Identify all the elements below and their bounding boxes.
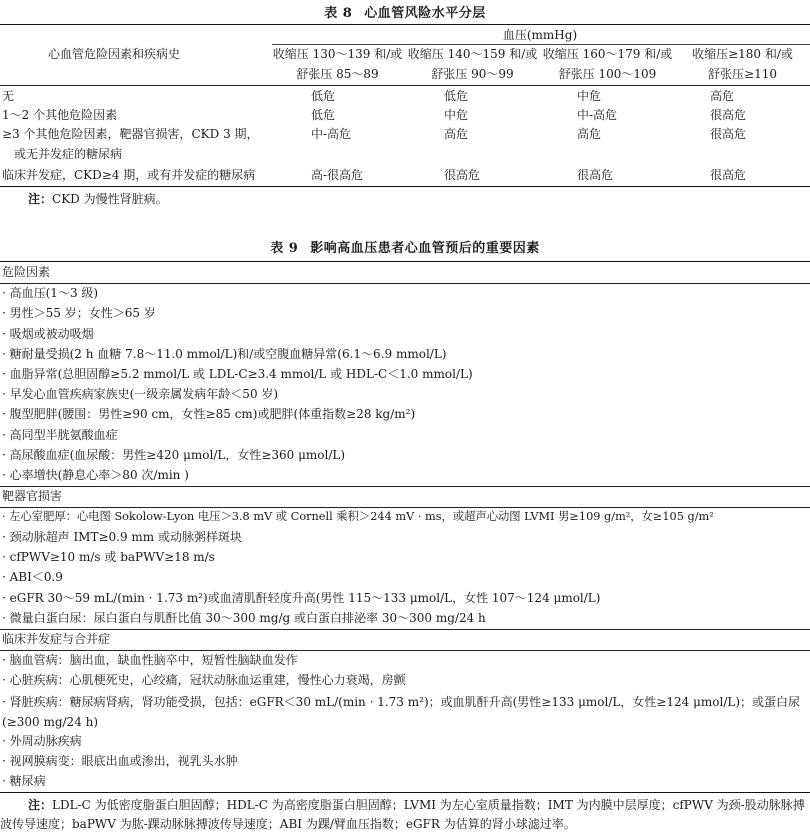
table8-col4-header-line2: 舒张压≥110	[708, 67, 777, 81]
table8-row1-label: 无	[2, 89, 15, 103]
table8-top-rule	[0, 24, 810, 25]
section-clinical-heading: 临床并发症与合并症	[2, 632, 111, 646]
table8-header-rule	[0, 85, 810, 86]
table8-row2-label: 1～2 个其他危险因素	[2, 108, 118, 122]
section-target-organ-rule	[0, 507, 810, 508]
risk-factor-item: · 男性＞55 岁；女性＞65 岁	[2, 306, 156, 320]
table8-title-text: 心血管风险水平分层	[364, 6, 486, 21]
table8-row3-c3: 高危	[577, 127, 602, 141]
table8-title	[0, 2, 810, 21]
section-risk-factors-rule	[0, 283, 810, 284]
clinical-item: · 肾脏疾病：糖尿病肾病，肾功能受损，包括：eGFR＜30 mL/(min · 1.73 m²)；或血肌酐升高(男性≥133 μmol/L，女性≥124 μmol/L)；或蛋白尿(≥300 mg/24 h)	[2, 695, 801, 729]
table8-group-header: 血压(mmHg)	[502, 28, 578, 42]
clinical-item: · 糖尿病	[2, 774, 46, 788]
table8-note-label: 注：	[28, 192, 53, 206]
target-organ-item: · eGFR 30～59 mL/(min · 1.73 m²)或血清肌酐轻度升高(男性 115～133 μmol/L，女性 107～124 μmol/L)	[2, 591, 601, 605]
target-organ-item: · 颈动脉超声 IMT≥0.9 mm 或动脉粥样斑块	[2, 530, 243, 544]
risk-factor-item: · 吸烟或被动吸烟	[2, 327, 94, 341]
table8-row4-c4: 很高危	[710, 168, 747, 182]
table9-note	[0, 796, 806, 834]
table8-col3-header-line2: 舒张压 100～109	[558, 67, 657, 81]
table8-row3-label: ≥3 个其他危险因素，靶器官损害，CKD 3 期，	[2, 127, 259, 141]
risk-factor-item: · 心率增快(静息心率＞80 次/min )	[2, 468, 189, 482]
table8-col0-header: 心血管危险因素和疾病史	[48, 47, 181, 61]
table8-note-text: CKD 为慢性肾脏病。	[52, 192, 168, 206]
table9-note-text: LDL-C 为低密度脂蛋白胆固醇；HDL-C 为高密度脂蛋白胆固醇；LVMI 为左心室质量指数；IMT 为内膜中层厚度；cfPWV 为颈-股动脉脉搏波传导速度；baPWV 为肱-踝动脉脉搏波传导速度；ABI 为踝/臂血压指数；eGFR 为估算的肾小球滤过率。	[0, 798, 805, 831]
risk-factor-item: · 高同型半胱氨酸血症	[2, 428, 118, 442]
table8-row1-c4: 高危	[710, 89, 735, 103]
table8-row3-c2: 高危	[444, 127, 469, 141]
table8-row3-c1: 中-高危	[311, 127, 352, 141]
table8-note	[28, 190, 808, 209]
table8-row3-c4: 很高危	[710, 127, 747, 141]
table8-row4-c2: 很高危	[444, 168, 481, 182]
table8-col2-header-line1: 收缩压 140～159 和/或	[407, 47, 538, 61]
table8-group-rule	[272, 44, 810, 45]
section-clinical-rule	[0, 650, 810, 651]
clinical-item: · 外周动脉疾病	[2, 734, 82, 748]
table8-row1-c1: 低危	[311, 89, 336, 103]
section-risk-factors-heading: 危险因素	[2, 265, 51, 279]
table8-row1-c2: 低危	[444, 89, 469, 103]
risk-factor-item: · 血脂异常(总胆固醇≥5.2 mmol/L 或 LDL-C≥3.4 mmol/L 或 HDL-C＜1.0 mmol/L)	[2, 367, 473, 381]
target-organ-item: · 微量白蛋白尿：尿白蛋白与肌酐比值 30～300 mg/g 或白蛋白排泌率 30～300 mg/24 h	[2, 611, 486, 625]
table9-note-label: 注：	[28, 798, 53, 812]
table8-number: 表 8	[324, 6, 353, 21]
table8-row2-c3: 中-高危	[577, 108, 618, 122]
clinical-item: · 视网膜病变：眼底出血或渗出，视乳头水肿	[2, 754, 238, 768]
risk-factor-item: · 糖耐量受损(2 h 血糖 7.8～11.0 mmol/L)和/或空腹血糖异常(6.1～6.9 mmol/L)	[2, 347, 447, 361]
risk-factor-item: · 高尿酸血症(血尿酸：男性≥420 μmol/L，女性≥360 μmol/L)	[2, 448, 346, 462]
table8-row2-c2: 中危	[444, 108, 469, 122]
table8-row3-label-line2: 或无并发症的糖尿病	[14, 147, 123, 161]
target-organ-item: · cfPWV≥10 m/s 或 baPWV≥18 m/s	[2, 550, 215, 564]
table8-col4-header-line1: 收缩压≥180 和/或	[692, 47, 793, 61]
table8-col1-header-line1: 收缩压 130～139 和/或	[272, 47, 403, 61]
table8-row1-c3: 中危	[577, 89, 602, 103]
table8-row4-c1: 高-很高危	[311, 168, 364, 182]
table8-row4-c3: 很高危	[577, 168, 614, 182]
risk-factor-item: · 早发心血管疾病家族史(一级亲属发病年龄＜50 岁)	[2, 387, 279, 401]
table9-title-text: 影响高血压患者心血管预后的重要因素	[310, 241, 540, 256]
target-organ-item: · 左心室肥厚：心电图 Sokolow-Lyon 电压＞3.8 mV 或 Cornell 乘积＞244 mV · ms，或超声心动图 LVMI 男≥109 g/m²，女≥105 g/m²	[2, 510, 714, 523]
table8-col2-header-line2: 舒张压 90～99	[431, 67, 514, 81]
table8-row4-label: 临床并发症，CKD≥4 期，或有并发症的糖尿病	[2, 168, 256, 182]
table9-bottom-rule	[0, 792, 810, 793]
clinical-item: · 脑血管病：脑出血，缺血性脑卒中，短暂性脑缺血发作	[2, 653, 298, 667]
section-divider	[0, 486, 810, 487]
table8-col3-header-line1: 收缩压 160～179 和/或	[542, 47, 673, 61]
risk-factor-item: · 高血压(1～3 级)	[2, 286, 99, 300]
table8-col1-header-line2: 舒张压 85～89	[296, 67, 379, 81]
table9-title	[0, 237, 810, 256]
clinical-item: · 心脏疾病：心肌梗死史，心绞痛，冠状动脉血运重建，慢性心力衰竭，房颤	[2, 673, 406, 687]
table9-top-rule	[0, 261, 810, 262]
table8-row2-c4: 很高危	[710, 108, 747, 122]
table9-number: 表 9	[270, 241, 299, 256]
table8-row2-c1: 低危	[311, 108, 336, 122]
section-divider	[0, 629, 810, 630]
section-target-organ-heading: 靶器官损害	[2, 489, 63, 503]
target-organ-item: · ABI＜0.9	[2, 570, 63, 584]
table8-bottom-rule	[0, 186, 810, 187]
risk-factor-item: · 腹型肥胖(腰围：男性≥90 cm，女性≥85 cm)或肥胖(体重指数≥28 kg/m²)	[2, 407, 416, 421]
